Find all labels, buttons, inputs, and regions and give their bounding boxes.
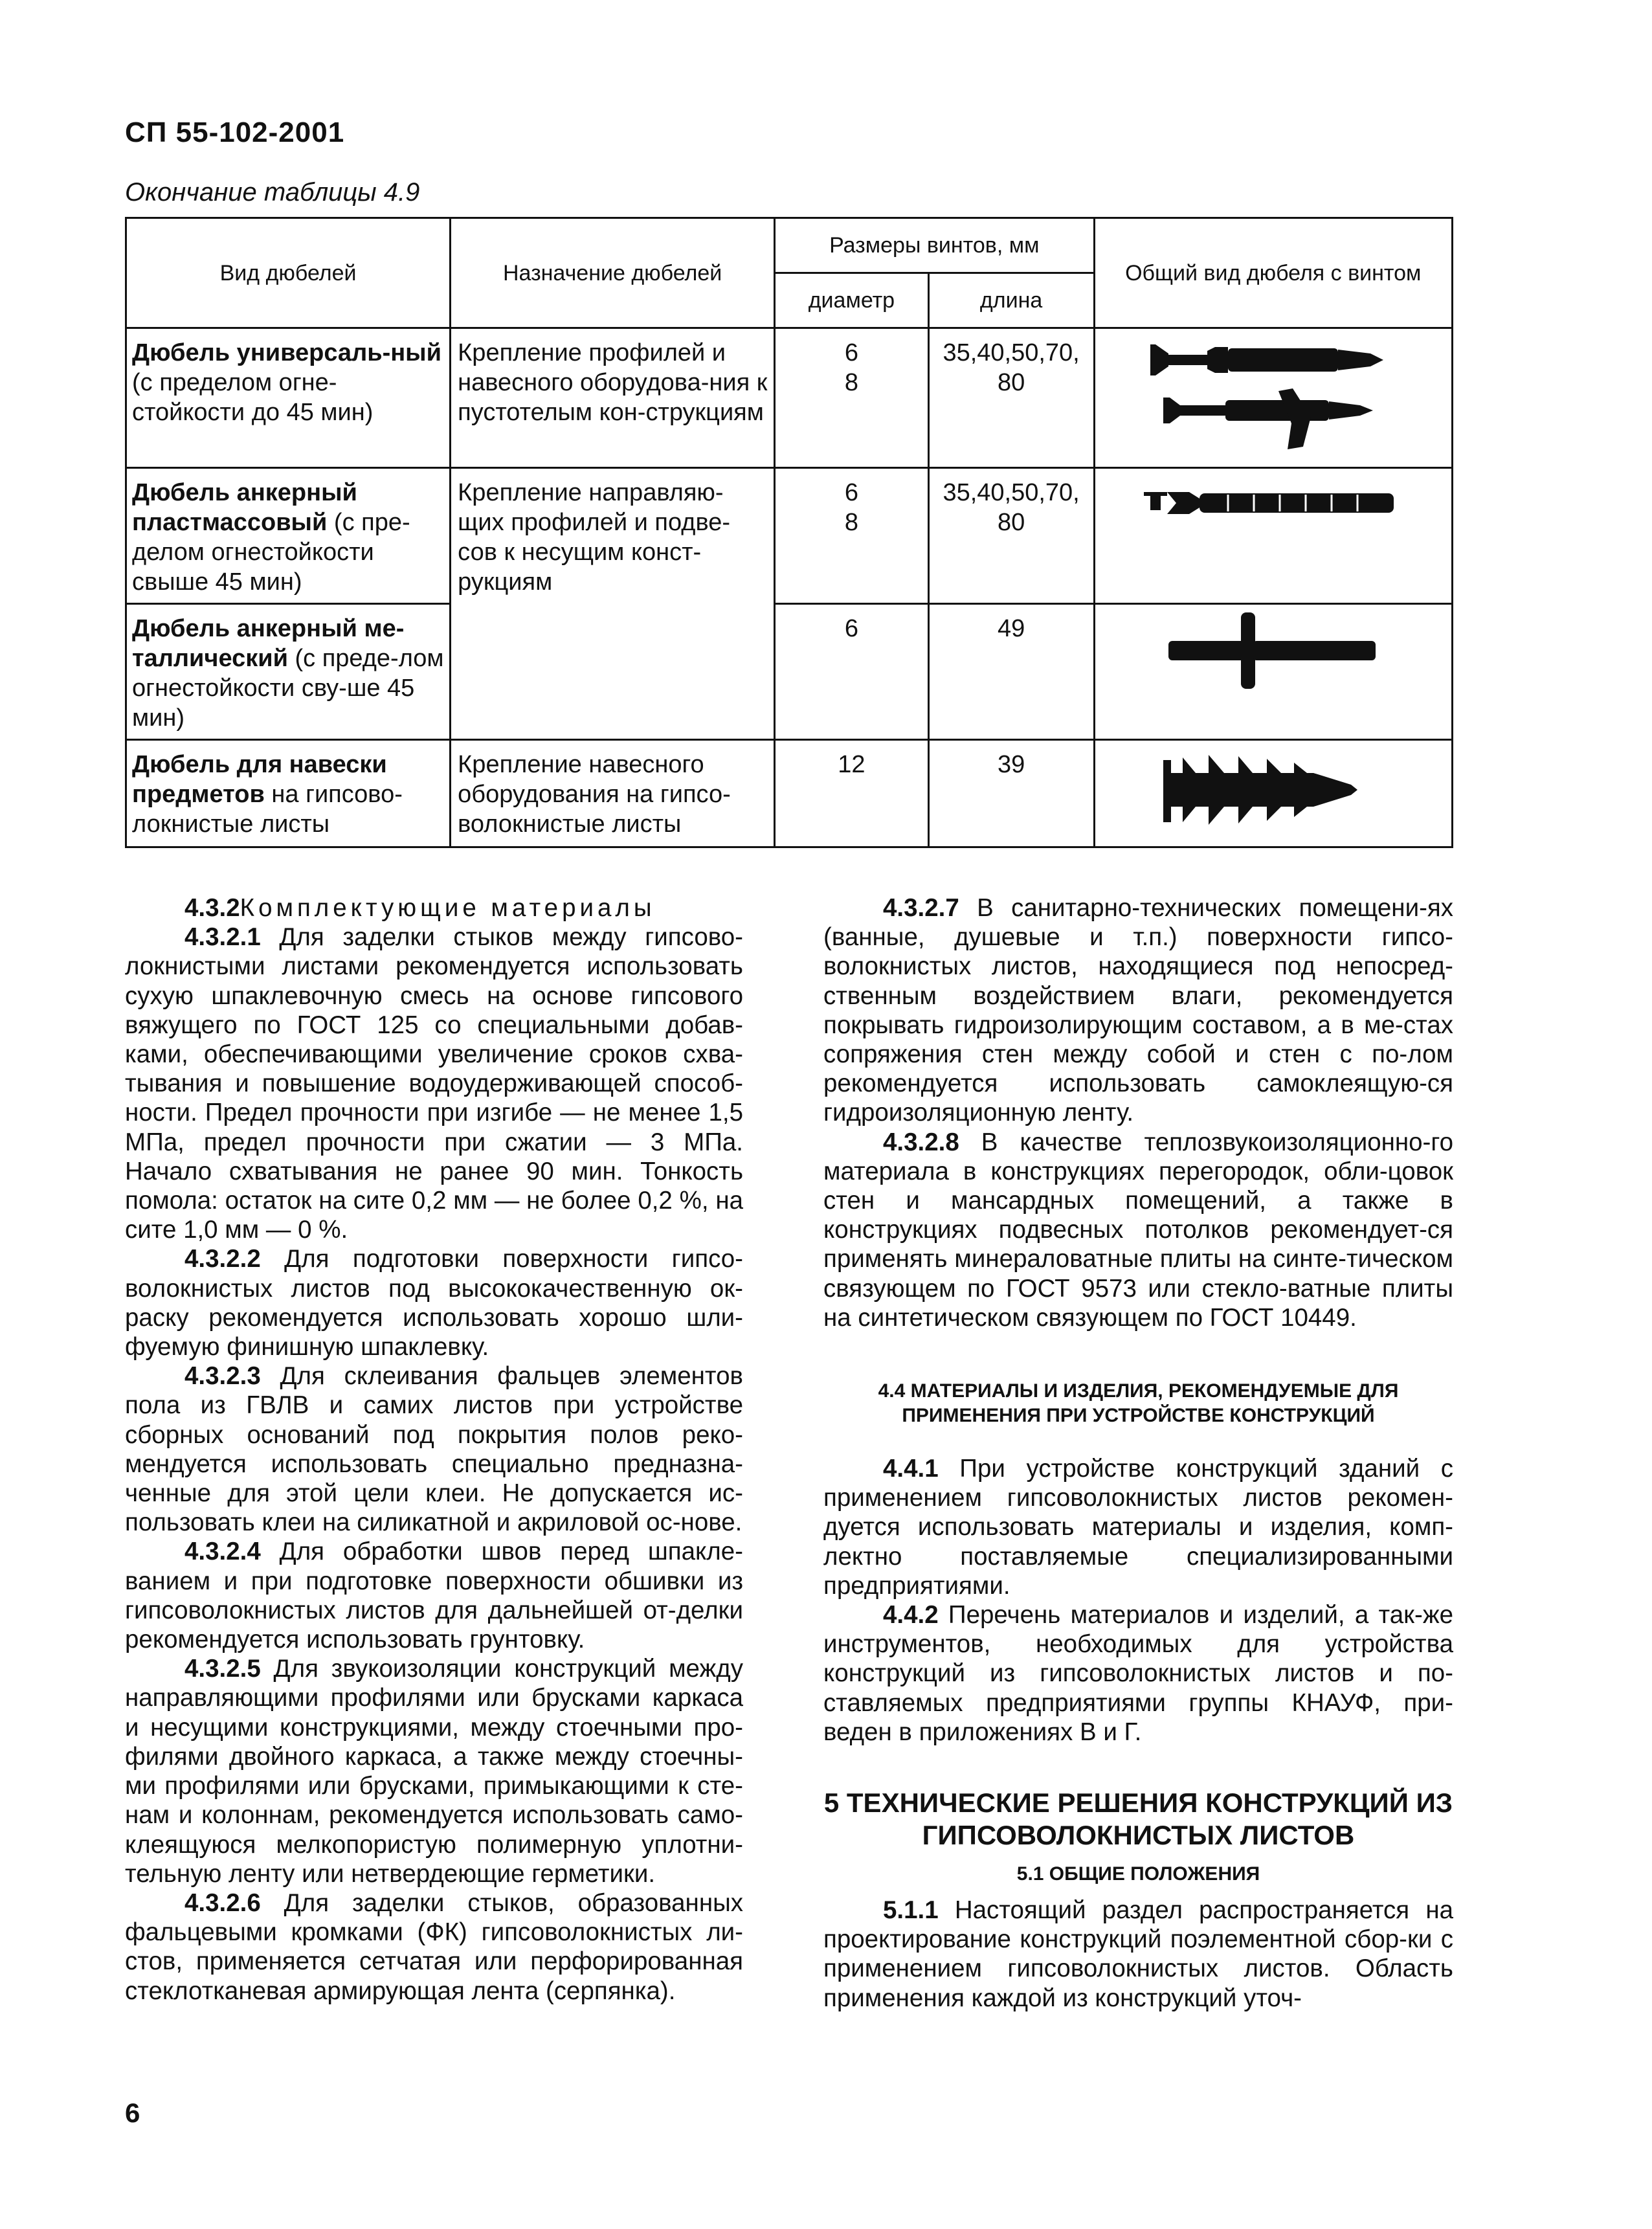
paragraph	[125, 1244, 743, 1361]
diameter-value: 8	[844, 509, 858, 536]
metal-anchor-dowel-drawing	[1137, 609, 1409, 693]
header-length: длина	[928, 273, 1094, 328]
paragraph	[823, 1896, 1453, 2013]
diameter-cell	[775, 328, 929, 468]
section-number: 4.3.2.2	[184, 1245, 261, 1273]
dowel-name-cell	[126, 604, 451, 740]
table-row	[126, 468, 1453, 604]
length-value: 80	[997, 369, 1025, 396]
paragraph-text: В санитарно-технических помещени-ях (ванные, душевые и т.п.) поверхности гипсо-волокнистых листов, находящиеся под непосред-ственным воздействием влаги, рекомендуется покрывать гидроизолирующим составом, а в ме-стах сопряжения стен между собой и стен с по-лом рекомендуется использовать самоклеящую-ся гидроизоляционную ленту.	[823, 894, 1453, 1127]
section-number: 4.3.2	[184, 894, 240, 922]
paragraph-text: Настоящий раздел распространяется на проектирование конструкций поэлементной сбор-ки с применением гипсоволокнистых листов. Область применения каждой из конструкций уточ-	[823, 1896, 1453, 2012]
dowels-table	[125, 217, 1453, 848]
diameter-cell	[775, 604, 929, 740]
section-number: 4.3.2.7	[883, 894, 959, 922]
table-caption: Окончание таблицы 4.9	[125, 178, 420, 207]
section-number: 4.3.2.3	[184, 1362, 261, 1391]
dowel-name: Дюбель для навески предметов	[132, 751, 387, 808]
diameter-value: 8	[844, 369, 858, 396]
dowel-name: Дюбель анкерный пластмассовый	[132, 479, 357, 536]
dowel-purpose: Крепление навесного оборудования на гипсо-волокнистые листы	[451, 740, 775, 847]
dowel-name-detail: (с пре-делом огнестойкости свыше 45 мин)	[132, 509, 410, 596]
diameter-value: 12	[838, 751, 865, 778]
table-row	[126, 604, 1453, 740]
length-value: 35,40,50,70,	[943, 339, 1080, 366]
header-type: Вид дюбелей	[126, 218, 451, 328]
paragraph-text: Для обработки швов перед шпакле-ванием и при подготовке поверхности обшивки из гипсоволокнистых листов для дальнейшей от-делки рекомендуется использовать грунтовку.	[125, 1538, 743, 1654]
dowel-name-cell	[126, 328, 451, 468]
section-number: 4.3.2.1	[184, 923, 261, 952]
universal-dowel-drawing	[1137, 333, 1409, 456]
paragraph	[823, 1600, 1453, 1747]
dowel-name: Дюбель анкерный ме-таллический	[132, 615, 405, 672]
header-purpose: Назначение дюбелей	[451, 218, 775, 328]
dowel-name: Дюбель универсаль-ный	[132, 339, 441, 366]
paragraph	[125, 1537, 743, 1654]
paragraph	[823, 1454, 1453, 1600]
dowel-image-plastic-anchor	[1094, 468, 1453, 604]
paragraph-text: Для заделки стыков между гипсово-локнистыми листами рекомендуется использовать сухую шпаклевочную смесь на основе гипсового вяжущего по ГОСТ 125 со специальными добав-ками, обеспечивающими увеличение сроков схва-тывания и повышение водоудерживающей способ-ности. Предел прочности при изгибе — не менее 1,5 МПа, предел прочности при сжатии — 3 МПа. Начало схватывания не ранее 90 мин. Тонкость помола: остаток на сите 0,2 мм — не более 0,2 %, на сите 1,0 мм — 0 %.	[125, 923, 743, 1244]
dowel-purpose: Крепление профилей и навесного оборудова-ния к пустотелым кон-струкциям	[451, 328, 775, 468]
header-diameter: диаметр	[775, 273, 929, 328]
diameter-cell	[775, 468, 929, 604]
paragraph-text: Для заделки стыков, образованных фальцевыми кромками (ФК) гипсоволокнистых ли-стов, применяется сетчатая или перфорированная стеклотканевая армирующая лента (серпянка).	[125, 1888, 743, 2005]
paragraph	[823, 893, 1453, 1128]
left-column	[125, 893, 743, 2006]
paragraph	[125, 1361, 743, 1537]
section-heading-5-1: 5.1 ОБЩИЕ ПОЛОЖЕНИЯ	[1016, 1863, 1260, 1885]
length-cell	[928, 468, 1094, 604]
section-number: 4.3.2.6	[184, 1888, 261, 1917]
section-number: 4.4.1	[883, 1455, 939, 1483]
length-value: 49	[997, 615, 1025, 642]
paragraph	[125, 923, 743, 1244]
length-value: 39	[997, 751, 1025, 778]
paragraph-text: Перечень материалов и изделий, а так-же инструментов, необходимых для устройства конструкций из гипсоволокнистых листов и по-ставляемых предприятиями группы КНАУФ, при-веден в приложениях В и Г.	[823, 1601, 1453, 1746]
paragraph-text: При устройстве конструкций зданий с применением гипсоволокнистых листов рекомен-дуется использовать материалы и изделия, комп-лектно поставляемые специализированными предприятиями.	[823, 1455, 1453, 1600]
diameter-value: 6	[844, 479, 858, 506]
subsection-title: Комплектующие материалы	[240, 894, 656, 922]
dowel-image-universal	[1094, 328, 1453, 468]
plastic-anchor-dowel-drawing	[1137, 473, 1409, 531]
dowel-image-gvl	[1094, 740, 1453, 847]
dowel-purpose: Крепление направляю-щих профилей и подве-сов к несущим конст-рукциям	[451, 468, 775, 740]
section-heading-5: 5 ТЕХНИЧЕСКИЕ РЕШЕНИЯ КОНСТРУКЦИЙ ИЗ ГИПСОВОЛОКНИСТЫХ ЛИСТОВ	[823, 1787, 1453, 1851]
section-heading-4-4: 4.4 МАТЕРИАЛЫ И ИЗДЕЛИЯ, РЕКОМЕНДУЕМЫЕ ДЛЯ ПРИМЕНЕНИЯ ПРИ УСТРОЙСТВЕ КОНСТРУКЦИЙ	[878, 1380, 1399, 1427]
section-number: 4.4.2	[883, 1601, 939, 1630]
paragraph-text: Для склеивания фальцев элементов пола из ГВЛВ и самих листов при устройстве сборных оснований под покрытия полов реко-мендуется использовать специально предназна-ченные для этой цели клеи. Не допускается ис-пользовать клеи на силикатной и акриловой ос-нове.	[125, 1362, 743, 1537]
right-column	[823, 893, 1453, 2013]
header-sizes: Размеры винтов, мм	[775, 218, 1094, 273]
dowel-name-detail: на гипсово-локнистые листы	[132, 781, 403, 838]
paragraph-text: Для звукоизоляции конструкций между направляющими профилями или брусками каркаса и несущими конструкциями, между стоечными про-филями двойного каркаса, а также между стоечны-ми профилями или брусками, примыкающими к сте-нам и колоннам, рекомендуется использовать само-клеящуюся мелкопористую полимерную уплотни-тельную ленту или нетвердеющие герметики.	[125, 1655, 743, 1888]
paragraph	[125, 1654, 743, 1888]
section-number: 4.3.2.4	[184, 1538, 261, 1566]
header-view: Общий вид дюбеля с винтом	[1094, 218, 1453, 328]
table-header-row	[126, 218, 1453, 273]
length-cell	[928, 604, 1094, 740]
length-cell	[928, 328, 1094, 468]
gvl-dowel-drawing	[1137, 745, 1409, 835]
dowel-name-cell	[126, 468, 451, 604]
page-number: 6	[125, 2098, 140, 2128]
length-value: 80	[997, 509, 1025, 536]
table-row	[126, 740, 1453, 847]
dowel-name-detail: (с преде-лом огнестойкости сву-ше 45 мин)	[132, 645, 444, 732]
paragraph-text: В качестве теплозвукоизоляционно-го материала в конструкциях перегородок, обли-цовок стен и мансардных помещений, а также в конструкциях подвесных потолков рекомендует-ся применять минераловатные плиты на синте-тическом связующем по ГОСТ 9573 или стекло-ватные плиты на синтетическом связующем по ГОСТ 10449.	[823, 1128, 1453, 1332]
section-number: 4.3.2.8	[883, 1128, 959, 1156]
section-number: 4.3.2.5	[184, 1655, 261, 1683]
dowel-image-metal-anchor	[1094, 604, 1453, 740]
table-row	[126, 328, 1453, 468]
section-number: 5.1.1	[883, 1896, 939, 1925]
diameter-cell	[775, 740, 929, 847]
diameter-value: 6	[844, 615, 858, 642]
document-code: СП 55-102-2001	[125, 117, 345, 148]
dowel-name-detail: (с пределом огне-стойкости до 45 мин)	[132, 369, 374, 426]
diameter-value: 6	[844, 339, 858, 366]
length-value: 35,40,50,70,	[943, 479, 1080, 506]
paragraph	[125, 893, 743, 923]
length-cell	[928, 740, 1094, 847]
paragraph	[823, 1128, 1453, 1332]
paragraph	[125, 1888, 743, 2006]
paragraph-text: Для подготовки поверхности гипсо-волокнистых листов под высококачественную ок-раску рекомендуется использовать хорошо шли-фуемую финишную шпаклевку.	[125, 1245, 743, 1361]
dowel-name-cell	[126, 740, 451, 847]
